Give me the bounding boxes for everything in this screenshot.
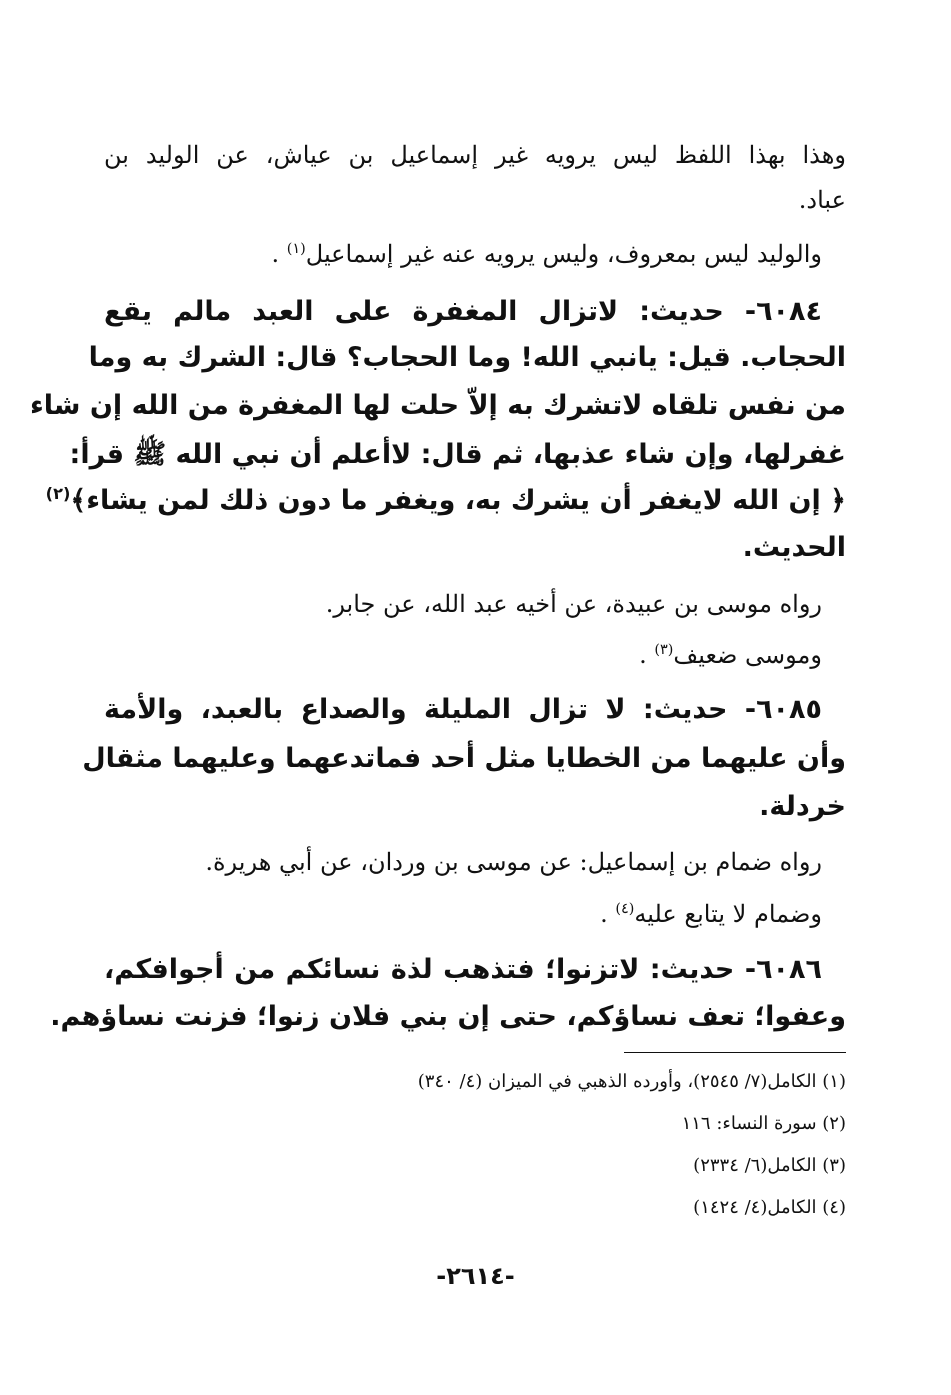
text-line: عباد. — [798, 186, 846, 214]
hadith-heading: ٦٠٨٥- حديث: لا تزال المليلة والصداع بالعبد، والأمة — [104, 694, 822, 725]
footnote-ref: (٢) — [45, 484, 71, 503]
text-line: وهذا بهذا اللفظ ليس يرويه غير إسماعيل بن عياش، عن الوليد بن — [104, 141, 846, 169]
text-line: غفرلها، وإن شاء عذبها، ثم قال: لاأعلم أن نبي الله ﷺ قرأ: — [69, 439, 846, 470]
text-line: والوليد ليس بمعروف، وليس يرويه عنه غير إسماعيل$^{(١)}$ . — [271, 240, 822, 268]
text-line: من نفس تلقاه لاتشرك به إلاّ حلت لها المغفرة من الله إن شاء — [29, 390, 846, 421]
footnote-ref: (١) — [286, 241, 306, 257]
page-number: -٢٦١٤- — [436, 1262, 515, 1290]
hadith-heading: ٦٠٨٦- حديث: لاتزنوا؛ فتذهب لذة نسائكم من أجوافكم، — [104, 954, 822, 985]
footnote-ref: (٤) — [615, 901, 635, 917]
footnote-separator — [624, 1052, 846, 1053]
text-line: ﴿ إن الله لايغفر أن يشرك به، ويغفر ما دون ذلك لمن يشاء﴾$^{(٢)}$ — [45, 484, 846, 516]
text-line: وموسى ضعيف$^{(٣)}$ . — [639, 641, 822, 669]
text-line: وعفوا؛ تعف نساؤكم، حتى إن بني فلان زنوا؛ فزنت نساؤهم. — [50, 1001, 846, 1032]
text-line: وضمام لا يتابع عليه$^{(٤)}$ . — [600, 900, 822, 928]
footnote-ref: (٣) — [654, 642, 674, 658]
text-line: رواه ضمام بن إسماعيل: عن موسى بن وردان، عن أبي هريرة. — [205, 848, 822, 876]
text-line: الحجاب. قيل: يانبي الله! وما الحجاب؟ قال: الشرك به وما — [88, 342, 846, 373]
footnote: (٣) الكامل(٦/ ٢٣٣٤) — [693, 1155, 846, 1176]
footnote: (٤) الكامل(٤/ ١٤٢٤) — [693, 1197, 846, 1218]
hadith-heading: ٦٠٨٤- حديث: لاتزال المغفرة على العبد مالم يقع — [104, 296, 822, 327]
text-line: خردلة. — [759, 791, 846, 822]
text-line: الحديث. — [742, 532, 846, 563]
footnote: (٢) سورة النساء: ١١٦ — [681, 1113, 846, 1134]
text-line: وأن عليهما من الخطايا مثل أحد فماتدعهما وعليهما مثقال — [82, 743, 846, 774]
footnote: (١) الكامل(٧/ ٢٥٤٥)، وأورده الذهبي في الميزان (٤/ ٣٤٠) — [417, 1071, 846, 1092]
text-line: رواه موسى بن عبيدة، عن أخيه عبد الله، عن جابر. — [325, 590, 822, 618]
